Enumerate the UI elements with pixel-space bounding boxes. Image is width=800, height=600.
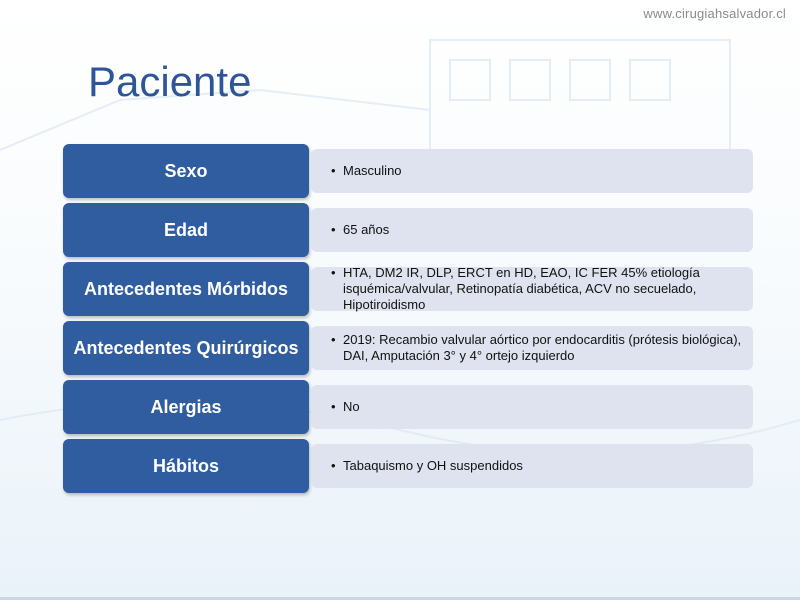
page-title: Paciente <box>88 58 252 105</box>
row-value: • 2019: Recambio valvular aórtico por endocarditis (prótesis biológica), DAI, Amputación 3° y 4° ortejo izquierdo <box>343 332 743 364</box>
row-label: Hábitos <box>63 439 309 493</box>
row-label: Alergias <box>63 380 309 434</box>
row-antecedentes-morbidos <box>63 262 755 316</box>
row-label: Edad <box>63 203 309 257</box>
row-value-box <box>311 267 753 311</box>
row-value-box <box>311 444 753 488</box>
row-label: Sexo <box>63 144 309 198</box>
row-alergias <box>63 380 755 434</box>
row-value-box <box>311 385 753 429</box>
row-value-box <box>311 208 753 252</box>
row-edad <box>63 203 755 257</box>
row-label: Antecedentes Mórbidos <box>63 262 309 316</box>
site-url: www.cirugiahsalvador.cl <box>643 6 786 21</box>
row-value: • HTA, DM2 IR, DLP, ERCT en HD, EAO, IC FER 45% etiología isquémica/valvular, Retinopatía diabética, ACV no secuelado, Hipotiroidismo <box>343 265 743 313</box>
row-value-box <box>311 326 753 370</box>
row-sexo <box>63 144 755 198</box>
row-value-box <box>311 149 753 193</box>
row-value: • Tabaquismo y OH suspendidos <box>343 458 523 474</box>
row-value: • 65 años <box>343 222 389 238</box>
row-label: Antecedentes Quirúrgicos <box>63 321 309 375</box>
row-habitos <box>63 439 755 493</box>
row-antecedentes-quirurgicos <box>63 321 755 375</box>
row-value: • No <box>343 399 360 415</box>
row-value: • Masculino <box>343 163 402 179</box>
